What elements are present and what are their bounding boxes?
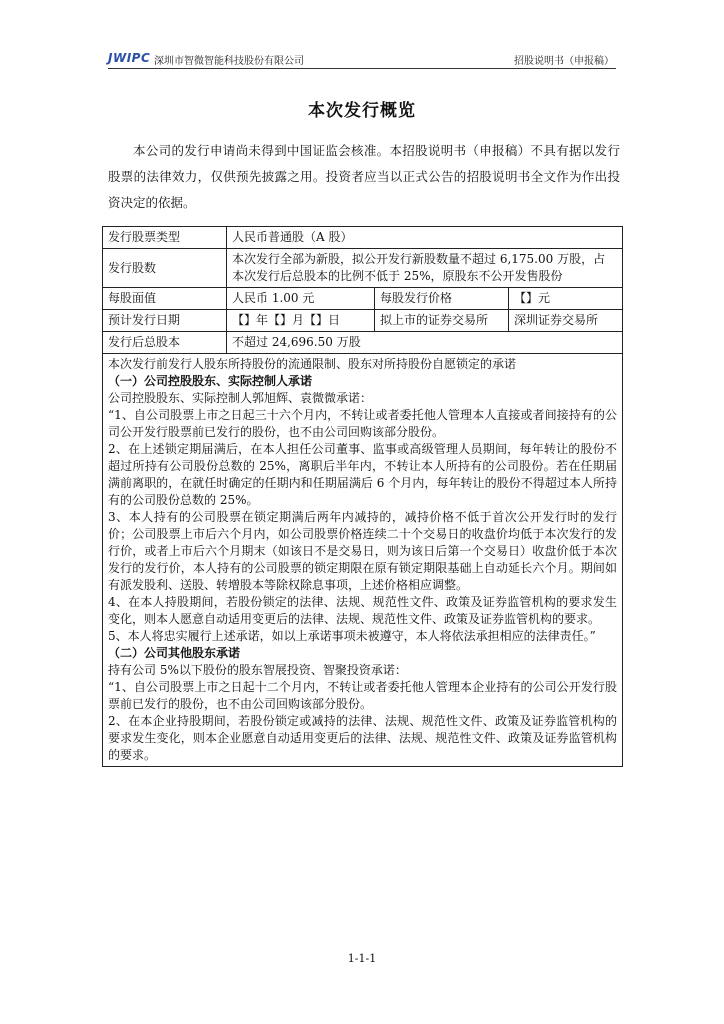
- total-shares-value: 不超过 24,696.50 万股: [227, 332, 623, 354]
- lockup-commitment-cell: [103, 354, 623, 767]
- table-row: [103, 310, 623, 332]
- company-logo: JWIPC: [108, 51, 151, 65]
- section2-intro: 持有公司 5%以下股份的股东智展投资、智聚投资承诺：: [108, 663, 407, 677]
- section1-title: （一）公司控股股东、实际控制人承诺: [108, 374, 313, 388]
- par-value: 人民币 1.00 元: [227, 288, 375, 310]
- table-row: [103, 288, 623, 310]
- section2-item-2: 2、在本企业持股期间，若股份锁定或减持的法律、法规、规范性文件、政策及证券监管机构的要求发生变化，则本企业愿意自动适用变更后的法律、法规、规范性文件、政策及证券监管机构的要求。: [108, 714, 617, 762]
- stock-type-label: 发行股票类型: [103, 227, 227, 249]
- section2-item-1: “1、自公司股票上市之日起十二个月内，不转让或者委托他人管理本企业持有的公司公开发行股票前已发行的股份，也不由公司回购该部分股份。: [108, 680, 617, 711]
- shares-label: 发行股数: [103, 249, 227, 288]
- exchange-value: 深圳证券交易所: [509, 310, 623, 332]
- page-number: 1-1-1: [347, 952, 377, 965]
- company-name: 深圳市智微智能科技股份有限公司: [154, 56, 304, 67]
- section1-item-2: 2、在上述锁定期届满后，在本人担任公司董事、监事或高级管理人员期间，每年转让的股份不超过所持有公司股份总数的 25%，离职后半年内，不转让本人所持有的公司股份。若在任期届满前离职的，在就任时确定的任期内和任期届满后 6 个月内，每年转让的股份不得超过本人所持有的公司股份总数的 25%。: [108, 442, 617, 507]
- intro-paragraph: 本公司的发行申请尚未得到中国证监会核准。本招股说明书（申报稿）不具有据以发行股票的法律效力，仅供预先披露之用。投资者应当以正式公告的招股说明书全文作为作出投资决定的依据。: [108, 143, 620, 210]
- page-title: 本次发行概览: [308, 101, 416, 121]
- total-shares-label: 发行后总股本: [103, 332, 227, 354]
- document-type: 招股说明书（申报稿）: [514, 56, 614, 67]
- commitment-heading: 本次发行前发行人股东所持股份的流通限制、股东对所持股份自愿锁定的承诺: [108, 357, 517, 371]
- section1-intro: 公司控股股东、实际控制人郭旭辉、袁微微承诺：: [108, 391, 373, 405]
- par-value-label: 每股面值: [103, 288, 227, 310]
- offering-summary-table: [102, 226, 623, 767]
- issue-date-label: 预计发行日期: [103, 310, 227, 332]
- price-value: 【】元: [509, 288, 623, 310]
- table-row: [103, 227, 623, 249]
- section1-item-5: 5、本人将忠实履行上述承诺，如以上承诺事项未被遵守，本人将依法承担相应的法律责任。”: [108, 629, 596, 643]
- exchange-label: 拟上市的证券交易所: [375, 310, 509, 332]
- price-label: 每股发行价格: [375, 288, 509, 310]
- section1-item-3: 3、本人持有的公司股票在锁定期满后两年内减持的，减持价格不低于首次公开发行时的发行价；公司股票上市后六个月内，如公司股票价格连续二十个交易日的收盘价均低于本次发行的发行价，或者上市后六个月期末（如该日不是交易日，则为该日后第一个交易日）收盘价低于本次发行的发行价，本人持有的公司股票的锁定期限在原有锁定期限基础上自动延长六个月。期间如有派发股利、送股、转增股本等除权除息事项，上述价格相应调整。: [108, 510, 617, 592]
- page-header: [108, 50, 616, 69]
- table-row: [103, 354, 623, 767]
- section1-item-4: 4、在本人持股期间，若股份锁定的法律、法规、规范性文件、政策及证券监管机构的要求发生变化，则本人愿意自动适用变更后的法律、法规、规范性文件、政策及证券监管机构的要求。: [108, 595, 617, 626]
- section1-item-1: “1、自公司股票上市之日起三十六个月内，不转让或者委托他人管理本人直接或者间接持有的公司公开发行股票前已发行的股份，也不由公司回购该部分股份。: [108, 408, 617, 439]
- section2-title: （二）公司其他股东承诺: [108, 646, 241, 660]
- table-row: [103, 249, 623, 288]
- issue-date-value: 【】年【】月【】日: [227, 310, 375, 332]
- stock-type-value: 人民币普通股（A 股）: [227, 227, 623, 249]
- shares-value: 本次发行全部为新股，拟公开发行新股数量不超过 6,175.00 万股，占本次发行后总股本的比例不低于 25%，原股东不公开发售股份: [227, 249, 623, 288]
- table-row: [103, 332, 623, 354]
